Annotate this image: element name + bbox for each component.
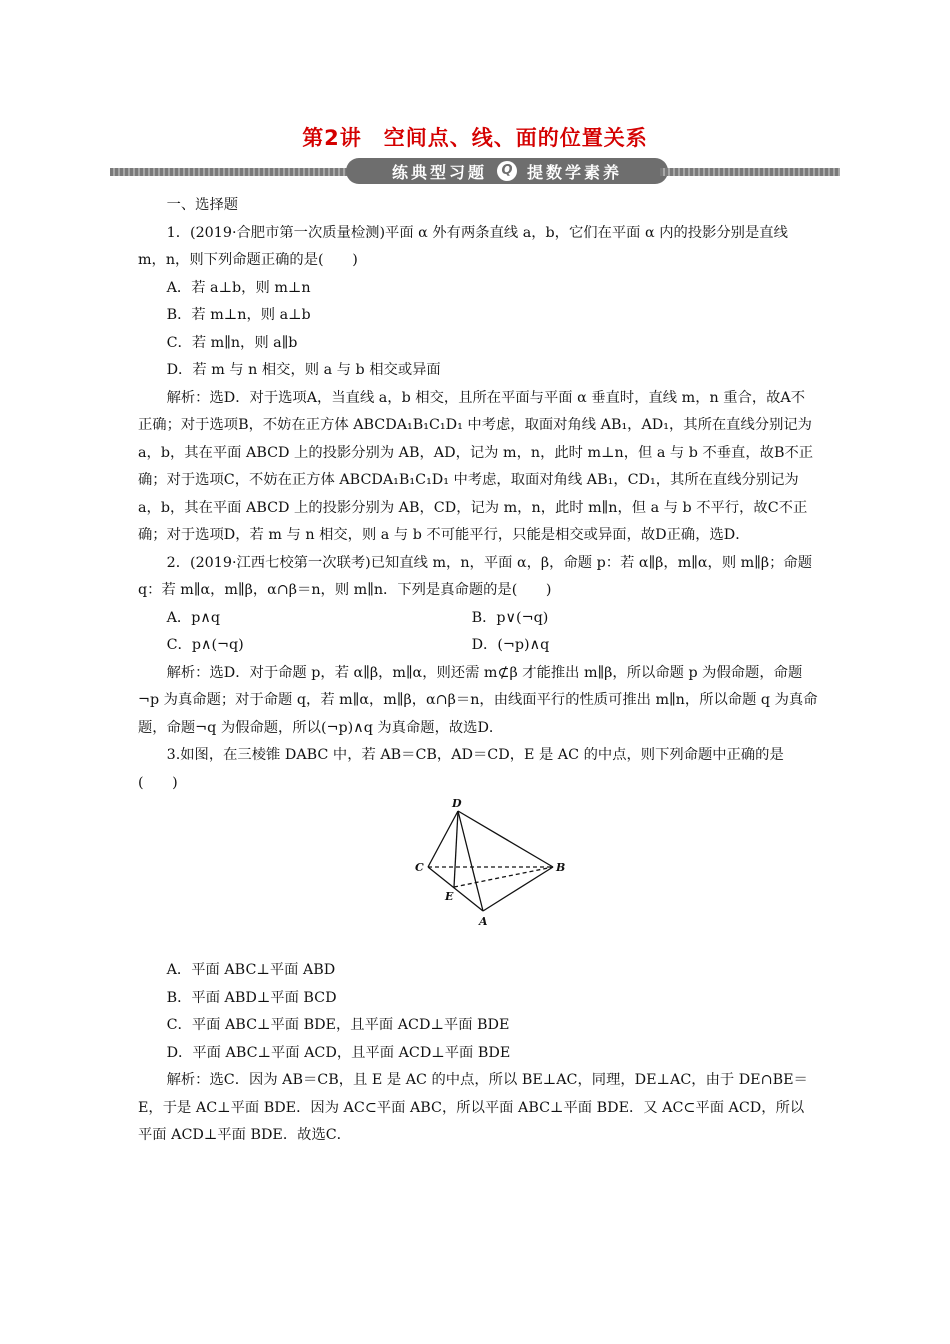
q-badge-icon: Q xyxy=(497,161,517,181)
label-c: C xyxy=(415,861,424,874)
section-heading: 一、选择题 xyxy=(166,197,239,213)
question-3-option-b: B．平面 ABD⊥平面 BCD xyxy=(166,989,337,1006)
section-banner xyxy=(110,158,840,184)
label-a: A xyxy=(479,915,488,928)
banner-right-text: 提数学素养 xyxy=(527,162,623,182)
tetrahedron-diagram xyxy=(413,797,573,937)
question-1-analysis: 解析：选D．对于选项A，当直线 a，b 相交，且所在平面与平面 α 垂直时，直线 m，n 重合，故A不正确；对于选项B，不妨在正方体 ABCDA₁B₁C₁D₁ 中考虑，取面对角线 AB₁，AD₁，其所在直线分别记为 a，b，其在平面 ABCD 上的投影分别为 AB，AD，记为 m，n，此时 m⊥n，但 a 与 b 不垂直，故B不正确；对于选项C，不妨在正方体 ABCDA₁B₁C₁D₁ 中考虑，取面对角线 AB₁，CD₁，其所在直线分别记为 a，b，其在平面 ABCD 上的投影分别为 AB，CD，记为 m，n，此时 m∥n，但 a 与 b 不平行，故C不正确；对于选项D，若 m 与 n 相交，则 a 与 b 不可能平行，只能是相交或异面，故D正确，选D． xyxy=(138,389,814,543)
question-1-stem: 1．(2019·合肥市第一次质量检测)平面 α 外有两条直线 a，b，它们在平面 α 内的投影分别是直线 m，n，则下列命题正确的是( ) xyxy=(138,224,788,268)
edge-db xyxy=(458,811,553,867)
edge-da xyxy=(458,811,483,911)
banner-pill xyxy=(346,158,668,184)
question-2-option-a: A．p∧q xyxy=(166,609,220,626)
label-d: D xyxy=(452,797,462,810)
question-3-option-d: D．平面 ABC⊥平面 ACD，且平面 ACD⊥平面 BDE xyxy=(166,1044,511,1061)
question-3-option-a: A．平面 ABC⊥平面 ABD xyxy=(166,962,336,978)
banner-stripe-left xyxy=(110,168,355,176)
question-2-option-c: C．p∧(¬q) xyxy=(166,637,244,653)
question-3-analysis: 解析：选C．因为 AB＝CB，且 E 是 AC 的中点，所以 BE⊥AC，同理，DE⊥AC，由于 DE∩BE＝E，于是 AC⊥平面 BDE．因为 AC⊂平面 ABC，所以平面 ABC⊥平面 BDE．又 AC⊂平面 ACD，所以平面 ACD⊥平面 BDE．故选C． xyxy=(138,1072,808,1143)
label-e: E xyxy=(445,890,454,903)
question-3-option-c: C．平面 ABC⊥平面 BDE，且平面 ACD⊥平面 BDE xyxy=(166,1017,510,1033)
exercise-content xyxy=(138,192,818,1150)
edge-de xyxy=(454,811,458,887)
question-2-option-b: B．p∨(¬q) xyxy=(471,609,549,626)
question-1-option-b: B．若 m⊥n，则 a⊥b xyxy=(166,307,311,323)
label-b: B xyxy=(556,861,566,874)
question-3-stem: 3.如图，在三棱锥 DABC 中，若 AB＝CB，AD＝CD，E 是 AC 的中点，则下列命题中正确的是( ) xyxy=(138,747,784,791)
banner-stripe-right xyxy=(660,168,840,176)
question-2-option-d: D．(¬p)∧q xyxy=(471,637,550,653)
page-title: 第2讲 空间点、线、面的位置关系 xyxy=(302,126,648,150)
edge-ca xyxy=(428,867,483,911)
question-1-option-d: D．若 m 与 n 相交，则 a 与 b 相交或异面 xyxy=(166,362,441,378)
question-2-options-row-1 xyxy=(138,605,818,633)
edge-dc xyxy=(428,811,458,867)
question-1-option-a: A．若 a⊥b，则 m⊥n xyxy=(166,279,311,296)
banner-left-text: 练典型习题 xyxy=(391,162,487,182)
tetrahedron-figure xyxy=(138,797,818,957)
question-2-analysis: 解析：选D．对于命题 p，若 α∥β，m∥α，则还需 m⊄β 才能推出 m∥β，所以命题 p 为假命题，命题¬p 为真命题；对于命题 q，若 m∥α，m∥β，α∩β＝n，由线面平行的性质可推出 m∥n，所以命题 q 为真命题，命题¬q 为假命题，所以(¬p)∧q 为真命题，故选D． xyxy=(138,664,818,736)
question-1-option-c: C．若 m∥n，则 a∥b xyxy=(166,334,298,351)
question-2-options-row-2 xyxy=(138,632,818,660)
question-2-stem: 2．(2019·江西七校第一次联考)已知直线 m，n，平面 α，β，命题 p：若 α∥β，m∥α，则 m∥β；命题 q：若 m∥α，m∥β，α∩β＝n，则 m∥n．下列是真命题的是( ) xyxy=(138,554,813,598)
